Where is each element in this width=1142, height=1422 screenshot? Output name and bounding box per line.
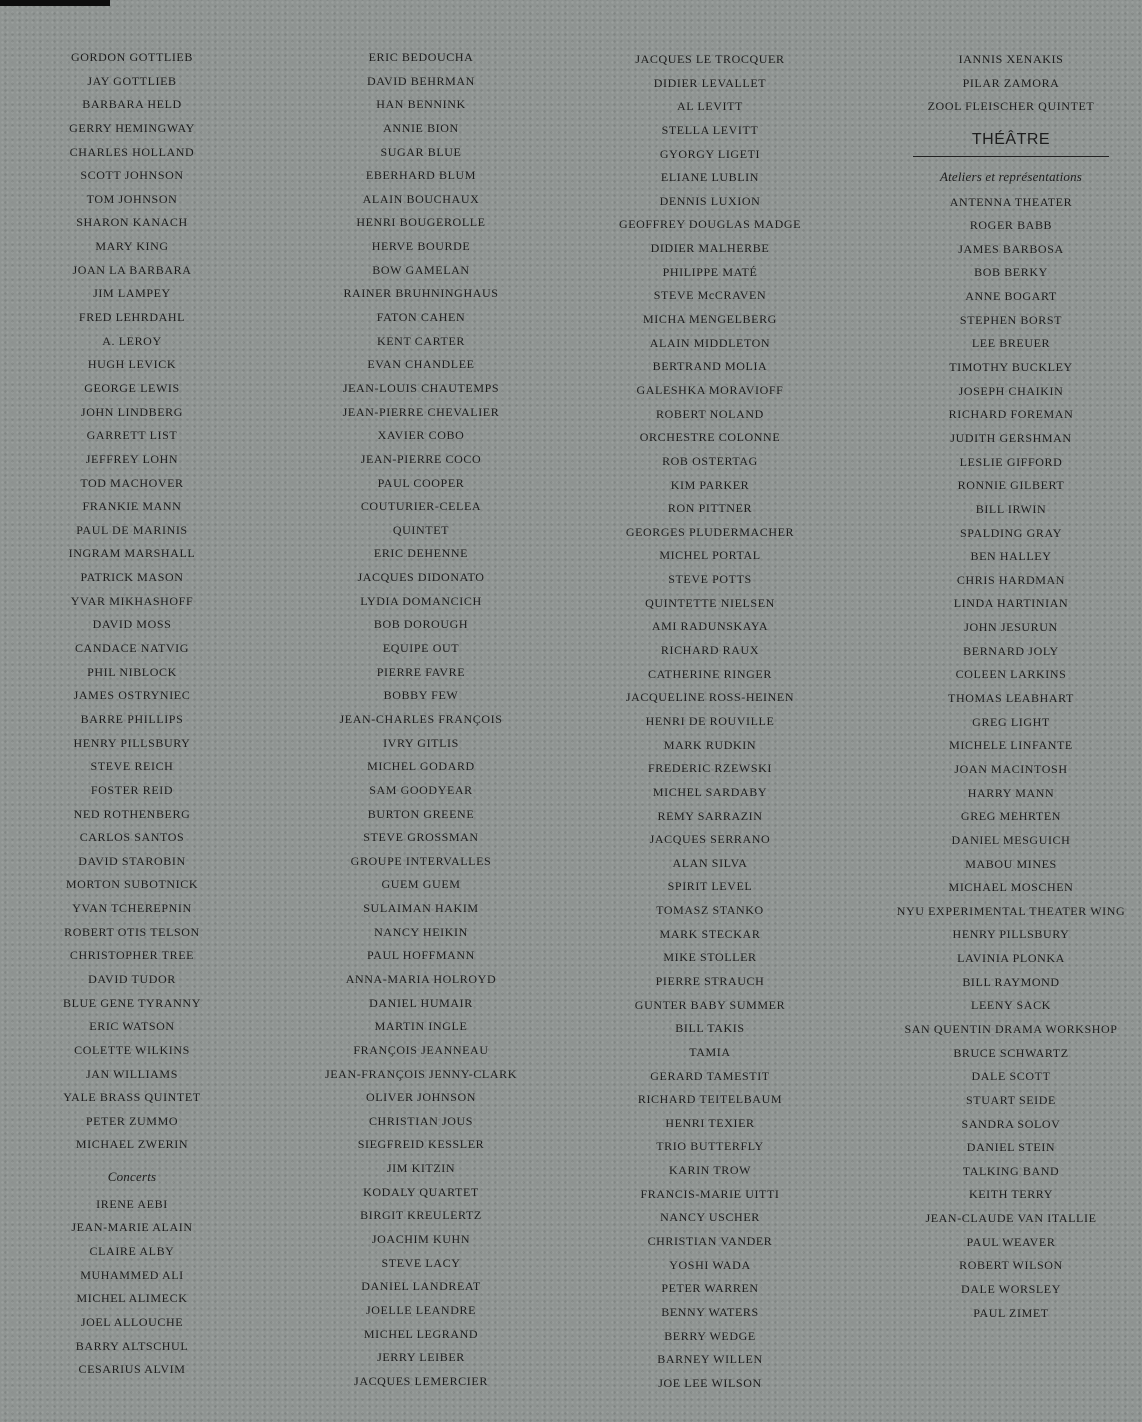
- name-entry: JEAN-LOUIS CHAUTEMPS: [342, 380, 500, 395]
- name-entry: A. LEROY: [102, 333, 162, 348]
- name-entry: EBERHARD BLUM: [365, 168, 477, 183]
- name-entry: JACQUES LEMERCIER: [354, 1373, 488, 1388]
- name-entry: TOM JOHNSON: [86, 191, 178, 206]
- name-entry: CARLOS SANTOS: [79, 830, 185, 845]
- name-entry: ALAIN MIDDLETON: [649, 335, 771, 350]
- name-entry: MABOU MINES: [965, 856, 1057, 871]
- name-entry: CHRISTIAN JOUS: [368, 1113, 474, 1128]
- name-entry: YVAN TCHEREPNIN: [72, 901, 192, 916]
- theatre-divider: [913, 156, 1109, 157]
- name-entry: ANNA-MARIA HOLROYD: [345, 971, 497, 986]
- name-entry: HUGH LEVICK: [87, 357, 177, 372]
- name-entry: JOAN LA BARBARA: [72, 262, 192, 277]
- name-entry: ROGER BABB: [969, 218, 1053, 233]
- name-entry: DAVID TUDOR: [88, 971, 176, 986]
- name-entry: JEAN-CHARLES FRANÇOIS: [339, 711, 503, 726]
- name-list-2: [325, 46, 517, 1394]
- name-entry: KEITH TERRY: [968, 1187, 1054, 1202]
- name-entry: NYU EXPERIMENTAL THEATER WING: [896, 903, 1126, 918]
- name-entry: ALAN SILVA: [672, 855, 748, 870]
- name-entry: ANTENNA THEATER: [949, 194, 1073, 209]
- name-entry: MICHEL ALIMECK: [76, 1291, 188, 1306]
- name-entry: JOACHIM KUHN: [371, 1232, 471, 1247]
- name-entry: GROUPE INTERVALLES: [350, 853, 492, 868]
- name-entry: ZOOL FLEISCHER QUINTET: [927, 99, 1095, 114]
- name-entry: GALESHKA MORAVIOFF: [636, 382, 784, 397]
- name-entry: JAN WILLIAMS: [86, 1066, 178, 1081]
- name-entry: ROBERT OTIS TELSON: [64, 924, 200, 939]
- name-entry: LEE BREUER: [971, 336, 1051, 351]
- name-entry: JEAN-FRANÇOIS JENNY-CLARK: [324, 1066, 517, 1081]
- name-entry: ANNE BOGART: [965, 289, 1057, 304]
- name-list-3: [619, 48, 801, 1396]
- name-entry: ANNIE BION: [383, 120, 459, 135]
- name-entry: JOHN LINDBERG: [80, 404, 184, 419]
- name-entry: EVAN CHANDLEE: [367, 357, 475, 372]
- name-entry: GORDON GOTTLIEB: [70, 50, 193, 64]
- name-entry: JACQUELINE ROSS-HEINEN: [625, 690, 795, 705]
- name-entry: QUINTETTE NIELSEN: [645, 595, 775, 610]
- column-3: [608, 48, 812, 1396]
- theatre-title: THÉÂTRE: [971, 130, 1051, 148]
- name-entry: SCOTT JOHNSON: [80, 168, 184, 183]
- name-entry: MICHAEL ZWERIN: [75, 1137, 189, 1152]
- name-entry: STEVE McCRAVEN: [653, 288, 767, 303]
- name-entry: STEVE GROSSMAN: [363, 830, 479, 845]
- name-entry: MICHA MENGELBERG: [643, 312, 777, 327]
- name-entry: MICHEL LEGRAND: [363, 1326, 479, 1341]
- name-entry: PETER ZUMMO: [85, 1113, 179, 1128]
- name-entry: TOMASZ STANKO: [656, 903, 764, 918]
- name-entry: DANIEL LANDREAT: [361, 1279, 481, 1294]
- column-4: [896, 48, 1126, 1325]
- name-entry: LESLIE GIFFORD: [959, 454, 1063, 469]
- name-entry: LEENY SACK: [971, 998, 1051, 1013]
- name-entry: MICHEL GODARD: [367, 759, 475, 774]
- name-entry: MIKE STOLLER: [663, 950, 757, 965]
- name-entry: YVAR MIKHASHOFF: [70, 593, 194, 608]
- name-entry: BARRY ALTSCHUL: [75, 1338, 189, 1353]
- name-entry: JAY GOTTLIEB: [87, 73, 177, 88]
- name-entry: FATON CAHEN: [376, 310, 466, 325]
- name-list-1: [63, 46, 201, 1157]
- name-entry: DANIEL MESGUICH: [951, 832, 1071, 847]
- name-entry: THOMAS LEABHART: [948, 691, 1074, 706]
- name-entry: JUDITH GERSHMAN: [950, 430, 1072, 445]
- name-entry: CHARLES HOLLAND: [69, 144, 195, 159]
- name-entry: BILL RAYMOND: [962, 974, 1060, 989]
- name-entry: CESARIUS ALVIM: [78, 1362, 186, 1377]
- name-entry: MICHEL PORTAL: [659, 548, 761, 563]
- name-entry: PAUL WEAVER: [966, 1234, 1056, 1249]
- name-entry: SPIRIT LEVEL: [667, 879, 753, 894]
- name-entry: BOW GAMELAN: [372, 262, 470, 277]
- name-entry: ERIC BEDOUCHA: [368, 50, 474, 64]
- name-entry: KIM PARKER: [670, 477, 750, 492]
- name-entry: SUGAR BLUE: [380, 144, 462, 159]
- column-2: [315, 46, 527, 1394]
- name-entry: GREG MEHRTEN: [960, 809, 1062, 824]
- name-entry: JEAN-MARIE ALAIN: [71, 1220, 193, 1235]
- name-entry: ERIC WATSON: [89, 1019, 175, 1034]
- name-entry: JACQUES SERRANO: [649, 832, 771, 847]
- name-entry: BOB BERKY: [974, 265, 1048, 280]
- name-entry: CANDACE NATVIG: [74, 641, 190, 656]
- name-entry: SAN QUENTIN DRAMA WORKSHOP: [904, 1021, 1118, 1036]
- name-entry: PAUL ZIMET: [973, 1305, 1049, 1320]
- name-entry: JAMES BARBOSA: [958, 241, 1064, 256]
- name-entry: GERARD TAMESTIT: [650, 1068, 770, 1083]
- name-entry: MICHAEL MOSCHEN: [948, 880, 1074, 895]
- name-entry: BERNARD JOLY: [963, 643, 1059, 658]
- name-entry: PILAR ZAMORA: [962, 75, 1060, 90]
- name-entry: PHIL NIBLOCK: [87, 664, 177, 679]
- name-entry: SPALDING GRAY: [960, 525, 1062, 540]
- name-entry: SAM GOODYEAR: [369, 782, 473, 797]
- name-entry: STEVE POTTS: [668, 572, 752, 587]
- name-entry: IRENE AEBI: [96, 1196, 168, 1211]
- name-entry: RICHARD RAUX: [660, 643, 760, 658]
- name-entry: XAVIER COBO: [377, 428, 465, 443]
- name-entry: DANIEL STEIN: [966, 1140, 1056, 1155]
- name-entry: HAN BENNINK: [376, 97, 466, 112]
- name-entry: JOAN MACINTOSH: [954, 761, 1068, 776]
- name-entry: EQUIPE OUT: [382, 641, 460, 656]
- name-entry: OLIVER JOHNSON: [365, 1090, 477, 1105]
- name-entry: SIEGFREID KESSLER: [357, 1137, 485, 1152]
- name-entry: AMI RADUNSKAYA: [651, 619, 769, 634]
- name-entry: LAVINIA PLONKA: [957, 951, 1065, 966]
- name-entry: HENRI BOUGEROLLE: [356, 215, 486, 230]
- name-entry: RONNIE GILBERT: [957, 478, 1065, 493]
- name-entry: BERTRAND MOLIA: [652, 359, 768, 374]
- name-entry: BARRE PHILLIPS: [80, 711, 184, 726]
- theatre-section: [913, 119, 1109, 191]
- name-entry: COLETTE WILKINS: [74, 1042, 190, 1057]
- name-entry: IVRY GITLIS: [383, 735, 459, 750]
- name-entry: COLEEN LARKINS: [955, 667, 1067, 682]
- name-entry: BEN HALLEY: [970, 549, 1052, 564]
- name-entry: JAMES OSTRYNIEC: [73, 688, 191, 703]
- name-entry: GEORGE LEWIS: [84, 380, 180, 395]
- name-entry: JEAN-PIERRE CHEVALIER: [342, 404, 500, 419]
- name-entry: SHARON KANACH: [76, 215, 188, 230]
- name-entry: ROB OSTERTAG: [662, 453, 758, 468]
- name-entry: GUNTER BABY SUMMER: [634, 997, 786, 1012]
- name-entry: BERRY WEDGE: [664, 1328, 756, 1343]
- concerts-list: [71, 1193, 192, 1382]
- name-entry: STEVE LACY: [381, 1255, 461, 1270]
- name-entry: MICHEL SARDABY: [652, 784, 768, 799]
- name-entry: DANIEL HUMAIR: [369, 995, 473, 1010]
- name-entry: SULAIMAN HAKIM: [363, 901, 479, 916]
- name-entry: YALE BRASS QUINTET: [63, 1090, 201, 1105]
- name-entry: YOSHI WADA: [669, 1257, 751, 1272]
- name-entry: BOB DOROUGH: [373, 617, 469, 632]
- name-entry: ERIC DEHENNE: [373, 546, 469, 561]
- name-entry: BOBBY FEW: [383, 688, 459, 703]
- name-entry: QUINTET: [392, 522, 450, 537]
- name-entry: NANCY HEIKIN: [374, 924, 468, 939]
- name-entry: JOELLE LEANDRE: [365, 1302, 477, 1317]
- name-list-4: [928, 48, 1095, 119]
- name-entry: AL LEVITT: [677, 99, 743, 114]
- name-entry: BIRGIT KREULERTZ: [360, 1208, 482, 1223]
- name-entry: PAUL DE MARINIS: [76, 522, 188, 537]
- name-entry: KODALY QUARTET: [363, 1184, 479, 1199]
- name-entry: STEVE REICH: [90, 759, 174, 774]
- name-entry: JIM KITZIN: [386, 1161, 456, 1176]
- name-entry: JOSEPH CHAIKIN: [958, 383, 1064, 398]
- name-entry: STUART SEIDE: [966, 1092, 1056, 1107]
- name-entry: JOEL ALLOUCHE: [80, 1314, 184, 1329]
- name-entry: DENNIS LUXION: [659, 193, 761, 208]
- name-entry: GUEM GUEM: [381, 877, 461, 892]
- name-entry: ALAIN BOUCHAUX: [362, 191, 480, 206]
- name-entry: ORCHESTRE COLONNE: [639, 430, 781, 445]
- theatre-subtitle: Ateliers et représentations: [939, 168, 1083, 184]
- name-entry: GEORGES PLUDERMACHER: [625, 524, 795, 539]
- name-entry: REMY SARRAZIN: [657, 808, 763, 823]
- name-entry: HENRI TEXIER: [665, 1115, 755, 1130]
- name-entry: TRIO BUTTERFLY: [656, 1139, 764, 1154]
- name-entry: GARRETT LIST: [86, 428, 178, 443]
- column-1: [30, 46, 234, 1382]
- name-entry: MARTIN INGLE: [374, 1019, 468, 1034]
- name-entry: JEAN-PIERRE COCO: [360, 451, 482, 466]
- name-entry: CHRISTOPHER TREE: [69, 948, 195, 963]
- name-entry: DAVID STAROBIN: [78, 853, 186, 868]
- name-entry: FOSTER REID: [90, 782, 174, 797]
- name-entry: LINDA HARTINIAN: [953, 596, 1069, 611]
- name-entry: MICHELE LINFANTE: [949, 738, 1073, 753]
- name-entry: HENRI DE ROUVILLE: [645, 713, 775, 728]
- name-entry: JERRY LEIBER: [377, 1350, 465, 1365]
- name-entry: HERVE BOURDE: [371, 239, 471, 254]
- name-entry: RAINER BRUHNINGHAUS: [343, 286, 499, 301]
- name-entry: MUHAMMED ALI: [80, 1267, 184, 1282]
- name-entry: IANNIS XENAKIS: [958, 52, 1064, 66]
- name-entry: ELIANE LUBLIN: [660, 170, 760, 185]
- name-entry: PIERRE FAVRE: [376, 664, 466, 679]
- name-entry: GERRY HEMINGWAY: [69, 120, 195, 135]
- name-entry: TALKING BAND: [962, 1163, 1060, 1178]
- name-entry: HENRY PILLSBURY: [73, 735, 191, 750]
- name-entry: HARRY MANN: [967, 785, 1055, 800]
- name-entry: FRED LEHRDAHL: [78, 310, 186, 325]
- name-entry: BARBARA HELD: [82, 97, 182, 112]
- name-entry: DALE SCOTT: [971, 1069, 1051, 1084]
- name-entry: CATHERINE RINGER: [648, 666, 772, 681]
- name-entry: DAVID MOSS: [92, 617, 172, 632]
- name-entry: PIERRE STRAUCH: [655, 973, 765, 988]
- name-entry: FRANKIE MANN: [82, 499, 182, 514]
- name-entry: JOE LEE WILSON: [658, 1375, 762, 1390]
- theatre-list: [897, 191, 1126, 1326]
- name-entry: PATRICK MASON: [80, 570, 184, 585]
- name-entry: BRUCE SCHWARTZ: [953, 1045, 1069, 1060]
- name-entry: TAMIA: [689, 1044, 731, 1059]
- name-entry: BILL IRWIN: [975, 501, 1047, 516]
- name-entry: FRANCIS-MARIE UITTI: [640, 1186, 780, 1201]
- name-entry: RICHARD TEITELBAUM: [637, 1092, 783, 1107]
- name-entry: DALE WORSLEY: [961, 1282, 1061, 1297]
- name-entry: ROBERT NOLAND: [656, 406, 764, 421]
- name-entry: FRANÇOIS JEANNEAU: [353, 1042, 489, 1057]
- name-entry: BILL TAKIS: [675, 1021, 745, 1036]
- name-entry: NANCY USCHER: [660, 1210, 760, 1225]
- name-entry: JIM LAMPEY: [93, 286, 171, 301]
- name-entry: SANDRA SOLOV: [961, 1116, 1061, 1131]
- name-entry: RICHARD FOREMAN: [948, 407, 1074, 422]
- name-entry: GREG LIGHT: [972, 714, 1050, 729]
- name-entry: MARK STECKAR: [659, 926, 761, 941]
- name-entry: DAVID BEHRMAN: [367, 73, 475, 88]
- name-entry: NED ROTHENBERG: [73, 806, 191, 821]
- name-entry: PETER WARREN: [661, 1281, 759, 1296]
- name-entry: COUTURIER-CELEA: [360, 499, 482, 514]
- name-entry: INGRAM MARSHALL: [68, 546, 196, 561]
- name-entry: DIDIER MALHERBE: [650, 241, 770, 256]
- name-entry: JOHN JESURUN: [964, 620, 1058, 635]
- name-entry: STEPHEN BORST: [959, 312, 1063, 327]
- concerts-heading: Concerts: [107, 1169, 157, 1185]
- name-entry: GEOFFREY DOUGLAS MADGE: [618, 217, 802, 232]
- name-entry: TIMOTHY BUCKLEY: [949, 360, 1073, 375]
- name-entry: LYDIA DOMANCICH: [360, 593, 482, 608]
- name-entry: JEAN-CLAUDE VAN ITALLIE: [925, 1211, 1097, 1226]
- name-entry: MARK RUDKIN: [663, 737, 757, 752]
- name-entry: GYORGY LIGETI: [659, 146, 761, 161]
- name-entry: RON PITTNER: [667, 501, 753, 516]
- name-entry: STELLA LEVITT: [661, 122, 759, 137]
- name-entry: PHILIPPE MATÉ: [662, 264, 758, 279]
- name-entry: KENT CARTER: [376, 333, 465, 348]
- name-entry: TOD MACHOVER: [80, 475, 184, 490]
- name-entry: HENRY PILLSBURY: [952, 927, 1070, 942]
- name-entry: ROBERT WILSON: [959, 1258, 1063, 1273]
- name-entry: MARY KING: [95, 239, 169, 254]
- name-entry: KARIN TROW: [668, 1163, 752, 1178]
- name-entry: CHRISTIAN VANDER: [647, 1234, 773, 1249]
- name-entry: FREDERIC RZEWSKI: [648, 761, 772, 776]
- name-entry: BLUE GENE TYRANNY: [63, 995, 201, 1010]
- name-entry: BENNY WATERS: [661, 1304, 759, 1319]
- name-entry: CHRIS HARDMAN: [956, 572, 1066, 587]
- corner-mark: [0, 0, 110, 6]
- name-entry: JEFFREY LOHN: [85, 451, 179, 466]
- name-entry: JACQUES DIDONATO: [357, 570, 485, 585]
- name-entry: DIDIER LEVALLET: [653, 75, 767, 90]
- name-entry: JACQUES LE TROCQUER: [635, 52, 785, 66]
- name-entry: BURTON GREENE: [367, 806, 475, 821]
- name-entry: BARNEY WILLEN: [657, 1352, 763, 1367]
- name-entry: PAUL COOPER: [377, 475, 465, 490]
- name-entry: MORTON SUBOTNICK: [65, 877, 199, 892]
- name-entry: CLAIRE ALBY: [89, 1244, 175, 1259]
- name-entry: PAUL HOFFMANN: [367, 948, 475, 963]
